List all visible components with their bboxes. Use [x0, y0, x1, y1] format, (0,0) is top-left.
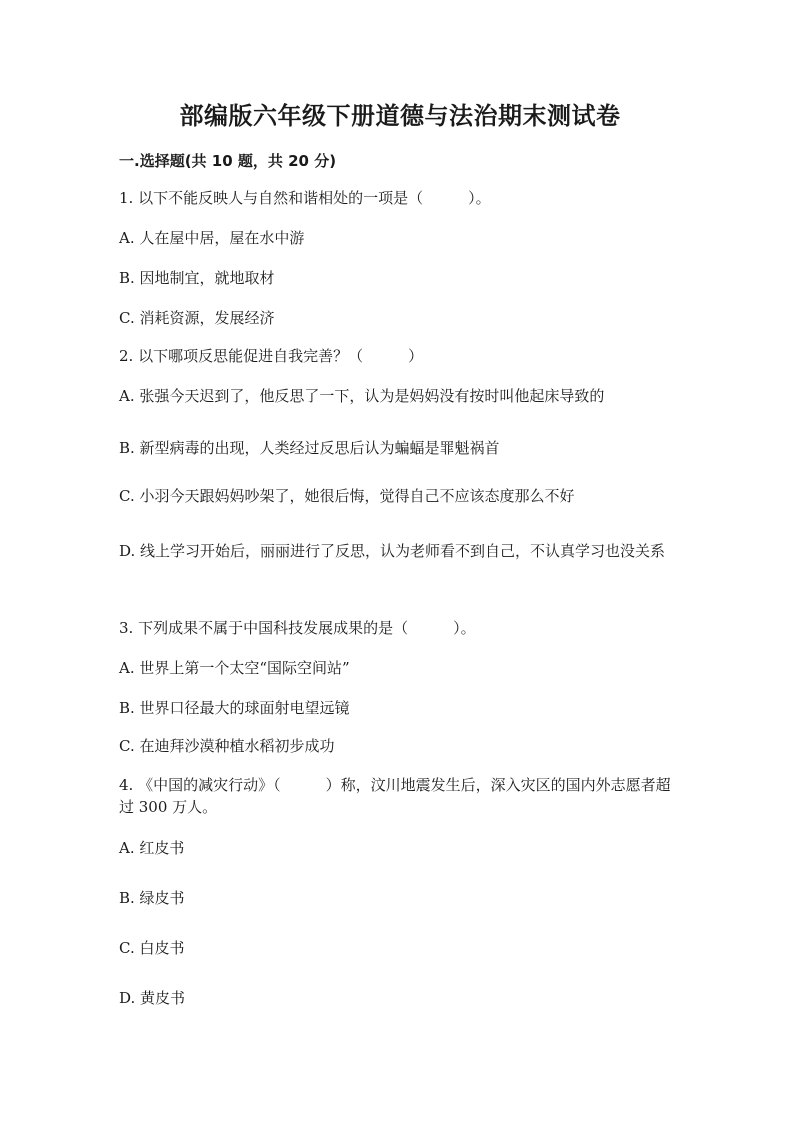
question-3-option-c: C. 在迪拜沙漠种植水稻初步成功 — [119, 737, 335, 755]
section-heading: 一.选择题(共 10 题，共 20 分) — [119, 152, 337, 170]
question-2-option-b: B. 新型病毒的出现，人类经过反思后认为蝙蝠是罪魁祸首 — [119, 439, 500, 457]
question-4-option-b: B. 绿皮书 — [119, 889, 185, 907]
question-4-option-d: D. 黄皮书 — [119, 989, 186, 1007]
question-3-option-a: A. 世界上第一个太空“国际空间站” — [119, 659, 350, 677]
question-1-option-b: B. 因地制宜，就地取材 — [119, 269, 275, 287]
question-4-option-c: C. 白皮书 — [119, 939, 185, 957]
question-1-stem: 1. 以下不能反映人与自然和谐相处的一项是（ ）。 — [119, 189, 491, 207]
question-3-stem: 3. 下列成果不属于中国科技发展成果的是（ ）。 — [119, 619, 476, 637]
question-2-option-a: A. 张强今天迟到了，他反思了一下，认为是妈妈没有按时叫他起床导致的 — [119, 387, 605, 405]
question-2-option-d: D. 线上学习开始后，丽丽进行了反思，认为老师看不到自己，不认真学习也没关系 — [119, 542, 666, 560]
question-2-option-c: C. 小羽今天跟妈妈吵架了，她很后悔，觉得自己不应该态度那么不好 — [119, 487, 575, 505]
question-4-stem: 4. 《中国的减灾行动》（ ）称，汶川地震发生后，深入灾区的国内外志愿者超过 300 万人。 — [119, 776, 671, 816]
question-4-option-a: A. 红皮书 — [119, 839, 185, 857]
page-title: 部编版六年级下册道德与法治期末测试卷 — [179, 102, 621, 130]
question-2-stem: 2. 以下哪项反思能促进自我完善？（ ） — [119, 347, 424, 365]
question-3-option-b: B. 世界口径最大的球面射电望远镜 — [119, 699, 350, 717]
question-1-option-c: C. 消耗资源，发展经济 — [119, 309, 275, 327]
question-1-option-a: A. 人在屋中居，屋在水中游 — [119, 229, 305, 247]
